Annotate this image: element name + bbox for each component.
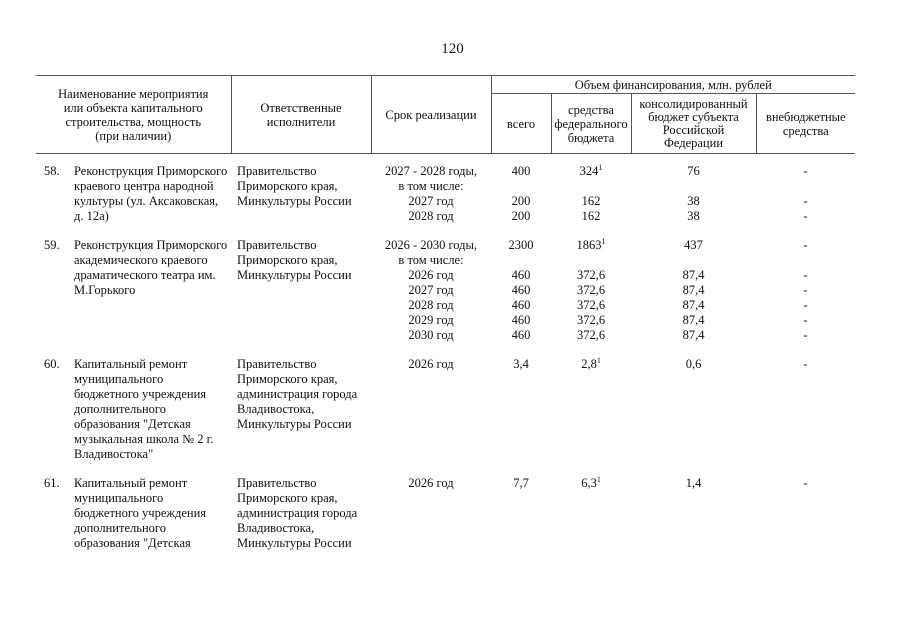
row-period: в том числе: <box>398 179 464 193</box>
row-federal: 372,6 <box>576 313 606 327</box>
row-extra-cell <box>756 357 855 462</box>
row-federal: $6,3^1$ <box>581 474 601 490</box>
row-total: 460 <box>511 268 531 282</box>
header-total: всего <box>491 94 551 154</box>
row-federal-cell <box>551 238 631 343</box>
row-extra-cell <box>756 164 855 224</box>
row-extra: - <box>803 164 808 178</box>
row-regional <box>633 253 754 268</box>
row-period: 2026 год <box>408 476 454 490</box>
row-period-cell <box>371 164 491 224</box>
row-extra: - <box>803 328 808 342</box>
header-funding: Объем финансирования, млн. рублей <box>491 76 855 94</box>
row-period: 2029 год <box>408 313 454 327</box>
row-extra <box>758 253 853 268</box>
row-number: 59. <box>44 238 60 252</box>
table-row <box>36 476 855 551</box>
row-extra: - <box>803 209 808 223</box>
row-number: 61. <box>44 476 60 490</box>
row-period: 2028 год <box>408 298 454 312</box>
row-regional: 1,4 <box>685 476 702 490</box>
row-extra: - <box>803 357 808 371</box>
row-regional <box>633 179 754 194</box>
header-period: Срок реализации <box>371 76 491 154</box>
row-total-cell <box>491 357 551 462</box>
row-federal: 162 <box>581 194 601 208</box>
row-total: 3,4 <box>513 357 529 371</box>
row-executors: Правительство Приморского края, Минкультуры России <box>237 238 352 282</box>
row-federal: 372,6 <box>576 268 606 282</box>
row-executors: Правительство Приморского края, администрация города Владивостока, Минкультуры России <box>237 476 358 550</box>
row-total <box>493 253 549 268</box>
row-period-cell <box>371 476 491 551</box>
row-name-cell <box>36 476 231 551</box>
row-name: Капитальный ремонт муниципального бюджетного учреждения дополнительного образования "Детская музыкальная школа № 2 г. Владивостока" <box>74 357 214 461</box>
row-regional-cell <box>631 357 756 462</box>
row-extra: - <box>803 238 808 252</box>
row-period: 2030 год <box>408 328 454 342</box>
row-total-cell <box>491 476 551 551</box>
row-extra: - <box>803 194 808 208</box>
row-federal-cell <box>551 476 631 551</box>
row-name-cell <box>36 164 231 224</box>
row-extra: - <box>803 313 808 327</box>
row-regional: 87,4 <box>682 298 705 312</box>
row-total: 2300 <box>508 238 534 252</box>
row-period: 2027 год <box>408 194 454 208</box>
row-total: 200 <box>511 209 531 223</box>
row-regional: 0,6 <box>685 357 702 371</box>
row-federal: $2,8^1$ <box>581 355 601 371</box>
row-extra: - <box>803 268 808 282</box>
row-federal: 162 <box>581 209 601 223</box>
row-period: 2027 год <box>408 283 454 297</box>
row-extra <box>758 179 853 194</box>
row-regional: 87,4 <box>682 313 705 327</box>
header-extra: внебюджетные средства <box>756 94 855 154</box>
row-total: 400 <box>511 164 531 178</box>
table-row <box>36 164 855 224</box>
row-period: 2028 год <box>408 209 454 223</box>
footnote-mark: 1 <box>601 236 606 246</box>
row-regional: 76 <box>687 164 700 178</box>
row-total-cell <box>491 164 551 224</box>
row-period: в том числе: <box>398 253 464 267</box>
row-total: 200 <box>511 194 531 208</box>
row-regional-cell <box>631 476 756 551</box>
row-number: 58. <box>44 164 60 178</box>
row-total: 460 <box>511 283 531 297</box>
row-federal-cell <box>551 357 631 462</box>
row-federal <box>553 253 629 268</box>
footnote-mark: 1 <box>598 162 603 172</box>
row-regional: 87,4 <box>682 283 705 297</box>
row-period: 2026 год <box>408 357 454 371</box>
row-total <box>493 179 549 194</box>
row-federal: 372,6 <box>576 328 606 342</box>
row-federal: 372,6 <box>576 283 606 297</box>
row-period: 2026 год <box>408 268 454 282</box>
header-name: Наименование мероприятия или объекта капитального строительства, мощность (при наличии) <box>36 76 231 154</box>
funding-table <box>36 75 855 551</box>
row-name: Реконструкция Приморского академического краевого драматического театра им. М.Горького <box>74 238 228 297</box>
row-regional-cell <box>631 164 756 224</box>
row-extra: - <box>803 283 808 297</box>
page-number: 120 <box>441 41 464 57</box>
header-federal: средства федерального бюджета <box>551 94 631 154</box>
row-extra-cell <box>756 238 855 343</box>
row-federal: 1863$^1$ <box>576 236 606 252</box>
row-total: 7,7 <box>513 476 529 490</box>
table-row <box>36 357 855 462</box>
row-extra: - <box>803 476 808 490</box>
header-executors: Ответственные исполнители <box>231 76 371 154</box>
row-period: 2026 - 2030 годы, <box>384 238 478 252</box>
row-total: 460 <box>511 298 531 312</box>
row-name-cell <box>36 357 231 462</box>
row-regional: 87,4 <box>682 268 705 282</box>
row-number: 60. <box>44 357 60 371</box>
row-federal-cell <box>551 164 631 224</box>
table-row <box>36 238 855 343</box>
row-regional: 437 <box>684 238 703 252</box>
row-federal <box>553 179 629 194</box>
row-name-cell <box>36 238 231 343</box>
row-name: Реконструкция Приморского краевого центра народной культуры (ул. Аксаковская, д. 12а) <box>74 164 228 223</box>
row-executors: Правительство Приморского края, администрация города Владивостока, Минкультуры России <box>237 357 358 431</box>
row-executors: Правительство Приморского края, Минкультуры России <box>237 164 352 208</box>
row-regional-cell <box>631 238 756 343</box>
row-name: Капитальный ремонт муниципального бюджетного учреждения дополнительного образования "Детская <box>74 476 207 550</box>
row-period: 2027 - 2028 годы, <box>384 164 478 178</box>
row-federal: $324^1$ <box>579 162 603 178</box>
row-period-cell <box>371 238 491 343</box>
row-extra-cell <box>756 476 855 551</box>
row-regional: 38 <box>687 194 700 208</box>
row-federal: 372,6 <box>576 298 606 312</box>
row-regional: 38 <box>687 209 700 223</box>
footnote-mark: 1 <box>596 474 601 484</box>
footnote-mark: 1 <box>596 355 601 365</box>
row-total-cell <box>491 238 551 343</box>
row-total: 460 <box>511 313 531 327</box>
row-extra: - <box>803 298 808 312</box>
header-regional: консолидированный бюджет субъекта Российской Федерации <box>631 94 756 154</box>
row-regional: 87,4 <box>682 328 705 342</box>
row-period-cell <box>371 357 491 462</box>
row-total: 460 <box>511 328 531 342</box>
